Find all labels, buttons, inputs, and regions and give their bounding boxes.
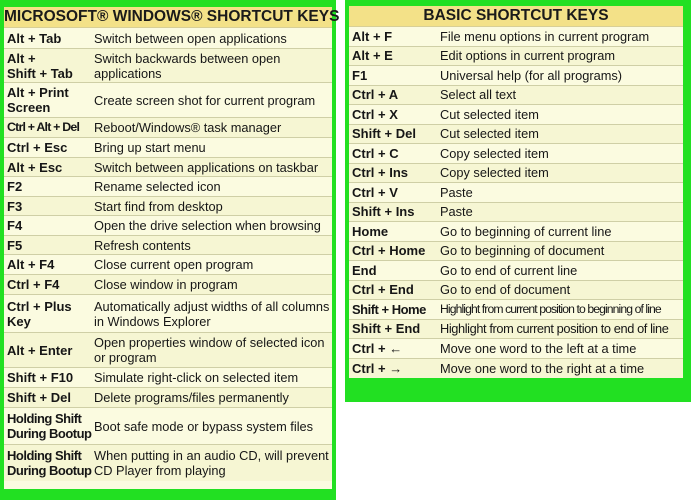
shortcut-description: Copy selected item xyxy=(440,145,549,161)
shortcut-description: Refresh contents xyxy=(94,237,191,253)
shortcut-description: Delete programs/files permanently xyxy=(94,390,289,405)
shortcut-description: Paste xyxy=(440,204,473,220)
shortcut-description: Move one word to the left at a time xyxy=(440,340,637,356)
table-row xyxy=(349,320,683,340)
table-row xyxy=(349,66,683,86)
table-row xyxy=(4,118,332,138)
shortcut-description: Highlight from current position to end of line xyxy=(440,321,669,337)
shortcut-description: Copy selected item xyxy=(440,165,549,181)
basic-shortcuts-card xyxy=(349,6,683,378)
shortcut-description: Close current open program xyxy=(94,257,254,272)
shortcut-key: Alt + F xyxy=(352,28,393,44)
shortcut-key: F4 xyxy=(7,218,23,233)
shortcut-key: Home xyxy=(352,223,389,239)
shortcut-description: Start find from desktop xyxy=(94,198,223,214)
shortcut-key: Alt + Enter xyxy=(7,342,73,358)
table-row xyxy=(349,164,683,184)
shortcut-description: Switch between applications on taskbar xyxy=(94,159,319,175)
shortcut-key: Ctrl + ← xyxy=(352,340,403,356)
shortcut-key: Shift + Del xyxy=(7,390,71,405)
table-row xyxy=(349,183,683,203)
table-row xyxy=(4,49,332,83)
shortcut-description: Move one word to the right at a time xyxy=(440,360,645,376)
shortcut-key: F1 xyxy=(352,67,368,83)
shortcut-key: F3 xyxy=(7,198,23,214)
shortcut-key: Ctrl + End xyxy=(352,282,414,298)
shortcut-key: Ctrl + A xyxy=(352,87,399,103)
shortcut-description: Close window in program xyxy=(94,277,238,292)
shortcut-key: Shift + Home xyxy=(352,301,426,317)
shortcut-key: Ctrl + Home xyxy=(352,243,426,259)
shortcut-key: Shift + F10 xyxy=(7,370,74,385)
shortcut-key: Ctrl + Plus Key xyxy=(7,298,72,329)
table-row xyxy=(349,300,683,320)
table-row xyxy=(349,144,683,164)
table-row xyxy=(349,86,683,106)
shortcut-description: Go to beginning of current line xyxy=(440,223,612,239)
shortcut-key: Holding Shift During Bootup xyxy=(7,411,92,441)
table-row xyxy=(4,197,332,216)
table-row xyxy=(349,105,683,125)
table-row xyxy=(349,242,683,262)
shortcut-key: Alt + Shift + Tab xyxy=(7,50,73,81)
table-row xyxy=(4,295,332,333)
table-row xyxy=(349,339,683,359)
shortcut-key: Ctrl + C xyxy=(352,145,399,161)
table-row xyxy=(4,255,332,275)
shortcut-key: Alt + Tab xyxy=(7,30,62,46)
table-row xyxy=(4,158,332,177)
shortcut-key: F5 xyxy=(7,237,23,253)
shortcut-key: Ctrl + X xyxy=(352,106,398,122)
shortcut-key: Shift + End xyxy=(352,321,421,337)
basic-shortcuts-panel xyxy=(345,0,691,402)
shortcut-description: Automatically adjust widths of all columns in Windows Explorer xyxy=(94,298,330,329)
shortcut-key: Shift + Ins xyxy=(352,204,415,220)
table-row xyxy=(349,203,683,223)
shortcut-description: Create screen shot for current program xyxy=(94,92,316,108)
table-row xyxy=(349,281,683,301)
shortcut-key: F2 xyxy=(7,179,23,194)
basic-shortcuts-title: BASIC SHORTCUT KEYS xyxy=(349,6,683,27)
table-row xyxy=(4,216,332,236)
table-row xyxy=(4,408,332,445)
table-row xyxy=(4,368,332,388)
shortcut-description: Go to beginning of document xyxy=(440,243,605,259)
shortcut-key: Alt + E xyxy=(352,48,393,64)
shortcut-description: Switch backwards between open applications xyxy=(94,50,281,81)
shortcut-description: Highlight from current position to beginning of line xyxy=(440,301,661,316)
shortcut-description: Boot safe mode or bypass system files xyxy=(94,418,314,434)
shortcut-key: Ctrl + F4 xyxy=(7,277,60,292)
table-row xyxy=(4,177,332,197)
windows-shortcuts-title: MICROSOFT® WINDOWS® SHORTCUT KEYS xyxy=(4,7,332,28)
table-row xyxy=(349,222,683,242)
shortcut-description: File menu options in current program xyxy=(440,28,650,44)
table-row xyxy=(349,125,683,145)
shortcut-key: Ctrl + V xyxy=(352,184,398,200)
windows-shortcuts-card xyxy=(4,7,340,489)
table-row xyxy=(4,388,332,408)
shortcut-description: Reboot/Windows® task manager xyxy=(94,120,282,135)
shortcut-key: Alt + F4 xyxy=(7,257,55,272)
shortcut-description: Universal help (for all programs) xyxy=(440,67,623,83)
shortcut-key: Alt + Esc xyxy=(7,159,63,175)
shortcut-description: Go to end of document xyxy=(440,282,571,298)
table-row xyxy=(4,138,332,158)
windows-shortcuts-table xyxy=(4,28,332,481)
shortcut-description: When putting in an audio CD, will prevent CD Player from playing xyxy=(94,448,329,478)
shortcut-key: End xyxy=(352,262,377,278)
shortcut-key: Holding Shift During Bootup xyxy=(7,448,92,478)
windows-shortcuts-panel xyxy=(0,0,340,500)
shortcut-description: Cut selected item xyxy=(440,106,539,122)
table-row xyxy=(4,333,332,368)
shortcut-key: Shift + Del xyxy=(352,126,416,142)
shortcut-description: Select all text xyxy=(440,87,517,103)
table-row xyxy=(349,359,683,379)
table-row xyxy=(4,445,332,481)
shortcut-description: Cut selected item xyxy=(440,126,539,142)
table-row xyxy=(349,47,683,67)
shortcut-description: Paste xyxy=(440,184,473,200)
shortcut-description: Simulate right-click on selected item xyxy=(94,370,299,385)
shortcut-key: Ctrl + Ins xyxy=(352,165,408,181)
shortcut-description: Go to end of current line xyxy=(440,262,578,278)
table-row xyxy=(349,27,683,47)
shortcut-key: Ctrl + → xyxy=(352,360,403,376)
table-row xyxy=(4,83,332,118)
basic-shortcuts-table xyxy=(349,27,683,378)
table-row xyxy=(4,275,332,295)
shortcut-key: Alt + Print Screen xyxy=(7,85,69,115)
shortcut-description: Open properties window of selected icon or program xyxy=(94,335,325,365)
shortcut-description: Switch between open applications xyxy=(94,30,287,46)
shortcut-description: Bring up start menu xyxy=(94,140,206,155)
shortcut-key: Ctrl + Esc xyxy=(7,140,68,155)
shortcut-description: Edit options in current program xyxy=(440,48,615,64)
table-row xyxy=(4,28,332,49)
table-row xyxy=(349,261,683,281)
shortcut-description: Open the drive selection when browsing xyxy=(94,218,321,233)
shortcut-key: Ctrl + Alt + Del xyxy=(7,120,80,134)
shortcut-description: Rename selected icon xyxy=(94,179,221,194)
table-row xyxy=(4,236,332,255)
